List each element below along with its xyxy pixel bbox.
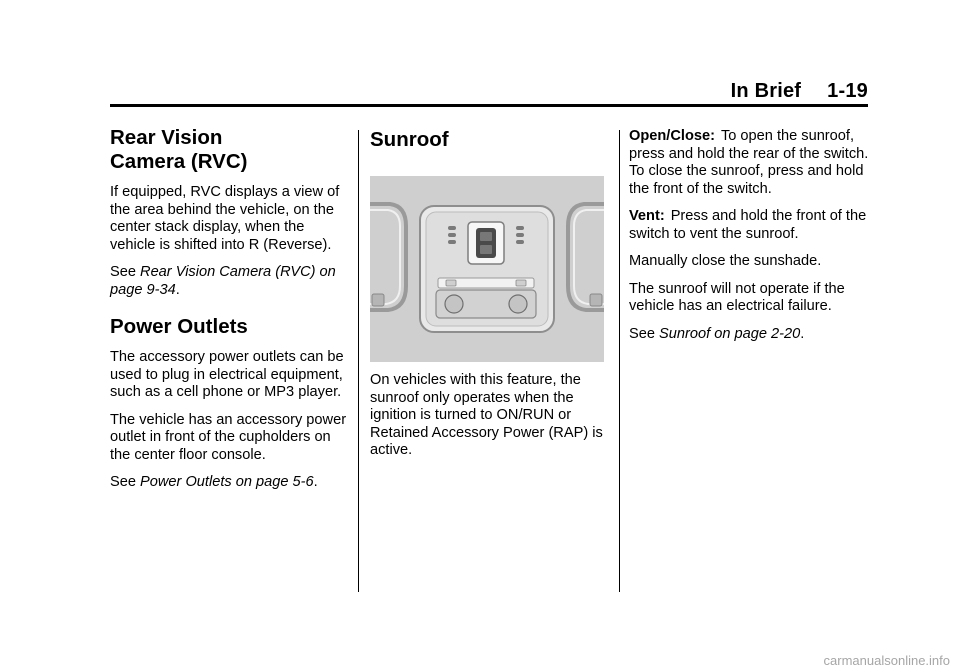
power-outlets-description: The accessory power outlets can be used to plug in electrical equipment, such as a cell phone or MP3 player. bbox=[110, 349, 344, 400]
sunshade-instruction: Manually close the sunshade. bbox=[629, 253, 822, 269]
sunroof-reference: See Sunroof on page 2-20. bbox=[629, 325, 805, 342]
section-title: In Brief bbox=[730, 80, 802, 102]
page-number: 1-19 bbox=[827, 80, 868, 102]
power-outlets-reference-link[interactable]: Power Outlets on page 5-6 bbox=[140, 474, 314, 490]
open-close-instruction: Open/Close: To open the sunroof, press and hold the rear of the switch. To close the sunroof, press and hold the front of the switch. bbox=[629, 128, 869, 197]
header-rule bbox=[110, 104, 868, 107]
column-middle bbox=[370, 128, 608, 470]
column-left bbox=[110, 126, 350, 502]
heading-rear-vision-camera: Rear Vision Camera (RVC) bbox=[110, 126, 248, 173]
rvc-reference: See Rear Vision Camera (RVC) on page 9-34. bbox=[110, 264, 336, 298]
rvc-reference-link[interactable]: Rear Vision Camera (RVC) on page 9-34 bbox=[110, 264, 336, 298]
heading-power-outlets: Power Outlets bbox=[110, 315, 248, 338]
rvc-description: If equipped, RVC displays a view of the area behind the vehicle, on the center stack display, when the vehicle is shifted into R (Reverse). bbox=[110, 184, 340, 253]
page-header bbox=[731, 80, 868, 103]
watermark: carmanualsonline.info bbox=[823, 653, 950, 668]
column-divider-right bbox=[619, 130, 620, 592]
sunroof-operation-note: On vehicles with this feature, the sunroof only operates when the ignition is turned to ON/RUN or Retained Accessory Power (RAP) is active. bbox=[370, 372, 603, 458]
column-divider-left bbox=[358, 130, 359, 592]
sunroof-reference-link[interactable]: Sunroof on page 2-20 bbox=[659, 325, 801, 342]
power-outlets-location: The vehicle has an accessory power outlet in front of the cupholders on the center floor console. bbox=[110, 411, 347, 463]
electrical-failure-note: The sunroof will not operate if the vehicle has an electrical failure. bbox=[629, 280, 845, 314]
heading-sunroof: Sunroof bbox=[370, 128, 449, 151]
vent-term: Vent: bbox=[629, 208, 665, 224]
power-outlets-reference: See Power Outlets on page 5-6. bbox=[110, 474, 318, 490]
open-close-term: Open/Close: bbox=[629, 128, 715, 144]
column-right bbox=[629, 128, 869, 353]
vent-instruction: Vent: Press and hold the front of the switch to vent the sunroof. bbox=[629, 208, 867, 242]
sunroof-console-photo bbox=[370, 176, 604, 362]
